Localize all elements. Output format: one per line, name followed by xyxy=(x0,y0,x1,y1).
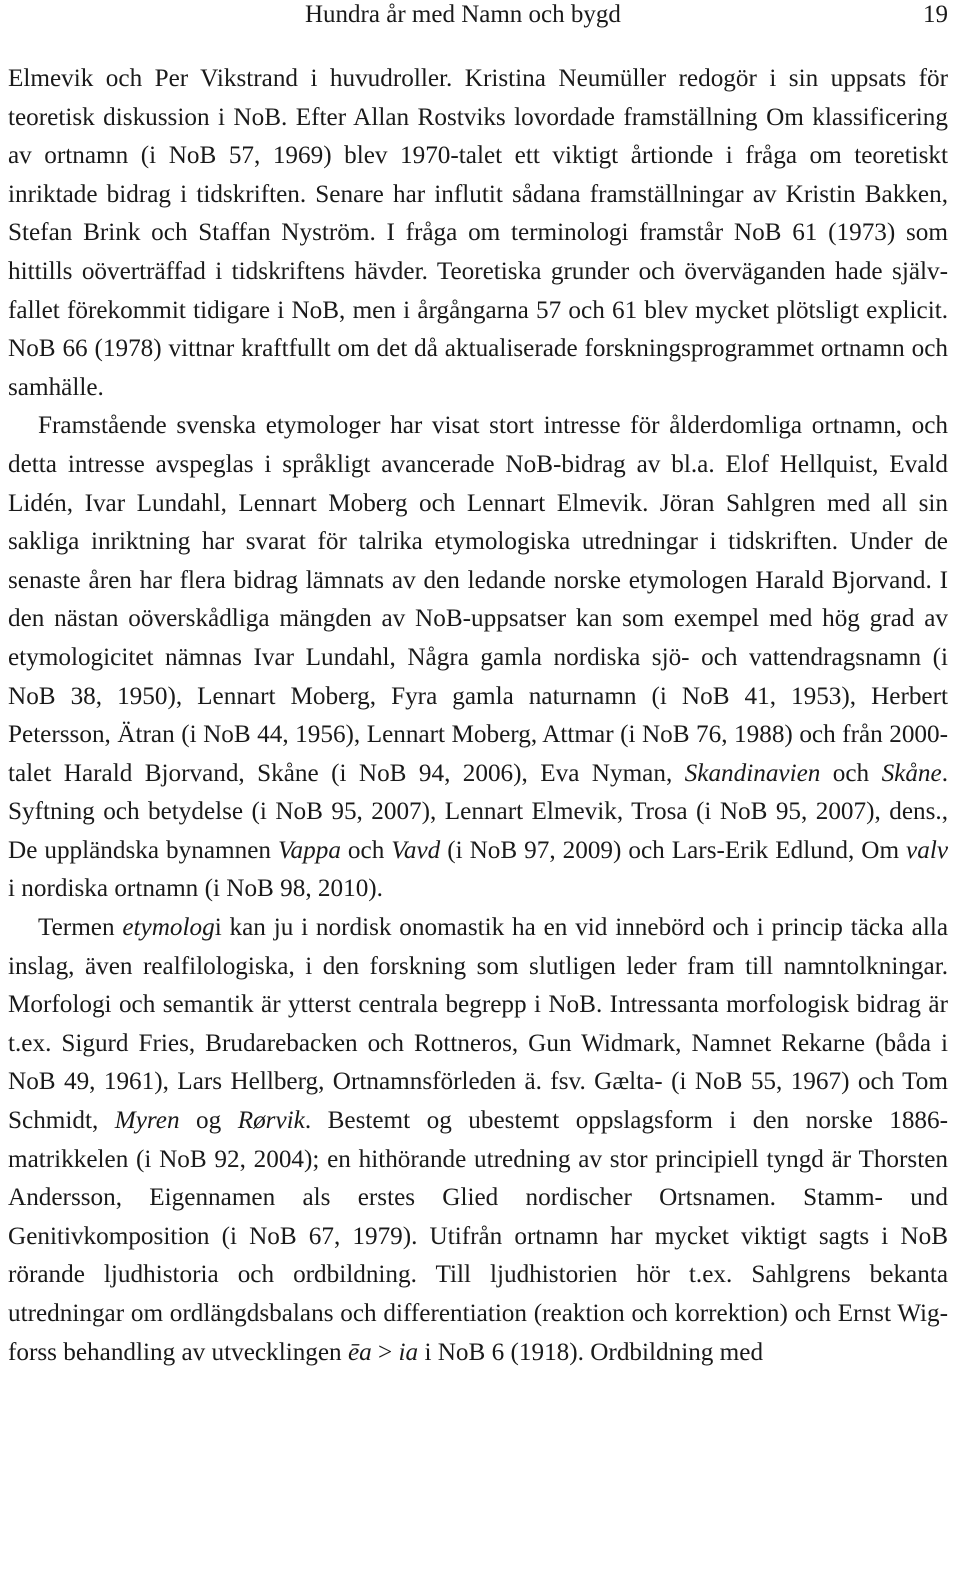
text-run: . Bestemt og ubestemt oppslagsform i den norske 1886-matrikkelen (i NoB 92, 2004); en hithörande utredning av stor principiell tyngd är Thorsten Andersson, Eigennamen als erstes Glied nordischer Ortsnamen. Stamm- und Genitivkomposition (i NoB 67, 1979). Utifrån ortnamn har mycket viktigt sagts i NoB rörande ljudhistoria och ordbildning. Till ljudhistorien hör t.ex. Sahlgrens bekanta utredningar om ordlängdsbalans och differentiation (reaktion och korrektion) och Ernst Wigforss behandling av utvecklingen xyxy=(8,1107,948,1366)
text-run: och xyxy=(820,759,882,787)
page-header xyxy=(8,0,948,60)
text-run: i nordiska ortnamn (i NoB 98, 2010). xyxy=(8,875,383,903)
text-run: > xyxy=(371,1338,399,1366)
italic-text: Vavd xyxy=(391,836,441,864)
text-run: i kan ju i nordisk onomastik ha en vid innebörd och i princip täcka alla inslag, även realfilologiska, i den forskning som slutligen leder fram till namntolkningar. Morfologi och semantik är ytterst centrala begrepp i NoB. Intressanta morfologisk bidrag är t.ex. Sigurd Fries, Brudarebacken och Rottneros, Gun Widmark, Namnet Rekarne (båda i NoB 49, 1961), Lars Hellberg, Ortnamnsförleden ä. fsv. Gælta- (i NoB 55, 1967) och Tom Schmidt, xyxy=(8,914,948,1135)
text-run: och xyxy=(340,836,392,864)
italic-text: Skandinavien xyxy=(684,759,821,787)
text-run: (i NoB 97, 2009) och Lars-Erik Edlund, Om xyxy=(440,836,907,864)
italic-text: ēa xyxy=(347,1338,372,1366)
paragraph xyxy=(8,909,948,1372)
italic-text: ia xyxy=(398,1338,419,1366)
text-run: og xyxy=(179,1107,238,1135)
document-page xyxy=(8,0,948,1372)
italic-text: valv xyxy=(906,836,948,864)
italic-text: Myren xyxy=(114,1107,180,1135)
body-text xyxy=(8,60,948,1372)
italic-text: Rørvik xyxy=(237,1107,305,1135)
text-run: Framstående svenska etymologer har visat stort intresse för ålderdomliga ortnamn, och detta intresse avspeglas i språkligt avancerade NoB-bidrag av bl.a. Elof Hellquist, Evald Lidén, Ivar Lundahl, Lennart Moberg och Lennart Elmevik. Jöran Sahlgren med all sin sakliga inriktning har svarat för talrika etymologiska utredningar i tidskriften. Under de senaste åren har flera bidrag lämnats av den ledande norske etymologen Harald Bjorvand. I den nästan oöverskådliga mängden av NoB-uppsatser kan som exempel med hög grad av etymologicitet nämnas Ivar Lundahl, Några gamla nordiska sjö- och vattendragsnamn (i NoB 38, 1950), Lennart Moberg, Fyra gamla naturnamn (i NoB 41, 1953), Herbert Petersson, Ätran (i NoB 44, 1956), Lennart Moberg, Attmar (i NoB 76, 1988) och från 2000-talet Harald Bjorvand, Skåne (i NoB 94, 2006), Eva Nyman, xyxy=(8,412,948,787)
page-number: 19 xyxy=(923,1,948,28)
italic-text: Skåne xyxy=(881,759,942,787)
text-run: Elmevik och Per Vikstrand i huvudroller. Kristina Neumüller redogör i sin uppsats för teoretisk diskussion i NoB. Efter Allan Rostviks lovordade framställning Om klassificering av ortnamn (i NoB 57, 1969) blev 1970-talet ett viktigt årtionde i fråga om teoretiskt inriktade bidrag i tidskriften. Senare har influtit sådana framställningar av Kristin Bakken, Stefan Brink och Staffan Nyström. I fråga om terminologi framstår NoB 61 (1973) som hittills oöverträffad i tidskriftens hävder. Teoretiska grunder och överväganden hade självfallet förekommit tidigare i NoB, men i årgångarna 57 och 61 blev mycket plötsligt explicit. NoB 66 (1978) vittnar kraftfullt om det då aktualiserade forskningsprogrammet ortnamn och samhälle. xyxy=(8,65,948,401)
text-run: . Syftning och betydelse (i NoB 95, 2007), Lennart Elmevik, Trosa (i NoB 95, 2007), dens., De uppländska bynamnen xyxy=(8,759,948,864)
italic-text: Vappa xyxy=(277,836,341,864)
italic-text: etymolog xyxy=(122,914,215,942)
paragraph xyxy=(8,60,948,407)
text-run: i NoB 6 (1918). Ordbildning med xyxy=(418,1338,764,1366)
paragraph xyxy=(8,407,948,909)
text-run: Termen xyxy=(38,914,123,942)
running-head: Hundra år med Namn och bygd xyxy=(305,1,621,28)
